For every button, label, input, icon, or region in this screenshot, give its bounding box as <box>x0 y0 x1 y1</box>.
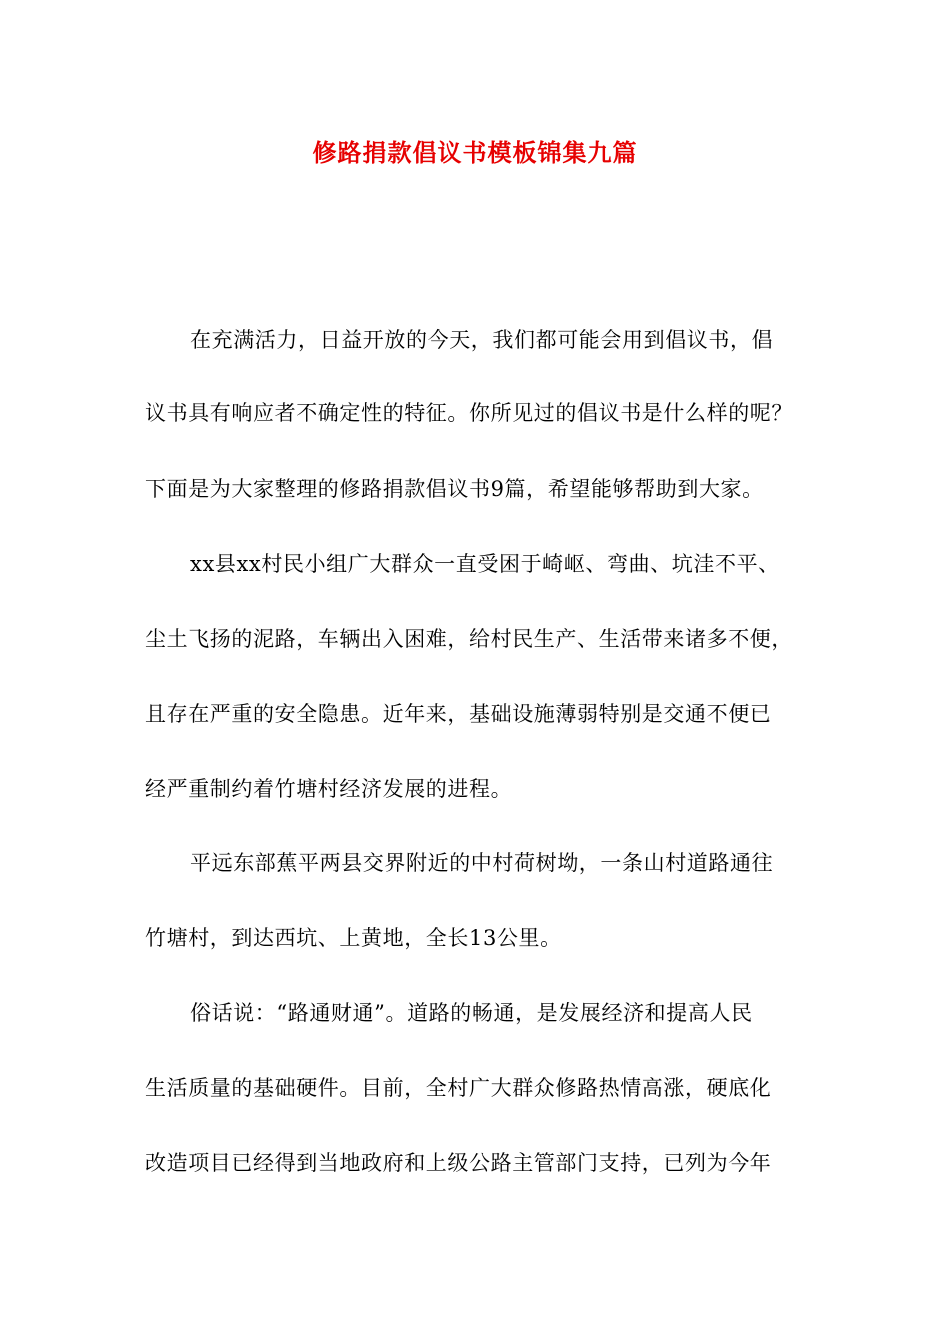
paragraph-line: 尘土飞扬的泥路，车辆出入困难，给村民生产、生活带来诸多不便， <box>145 627 793 651</box>
paragraph-line: 生活质量的基础硬件。目前，全村广大群众修路热情高涨，硬底化 <box>145 1076 772 1100</box>
paragraph-line: xx县xx村民小组广大群众一直受困于崎岖、弯曲、坑洼不平、 <box>190 552 780 576</box>
document-title: 修路捐款倡议书模板锦集九篇 <box>312 139 638 167</box>
paragraph-line: 下面是为大家整理的修路捐款倡议书9篇，希望能够帮助到大家。 <box>145 477 764 501</box>
paragraph-line: 经严重制约着竹塘村经济发展的进程。 <box>145 777 513 801</box>
paragraph-line: 在充满活力，日益开放的今天，我们都可能会用到倡议书，倡 <box>190 328 774 352</box>
paragraph-line: 俗话说：“路通财通”。道路的畅通，是发展经济和提高人民 <box>190 1001 753 1025</box>
paragraph-line: 平远东部蕉平两县交界附近的中村荷树坳，一条山村道路通往 <box>190 851 774 875</box>
paragraph-line: 改造项目已经得到当地政府和上级公路主管部门支持，已列为今年 <box>145 1151 772 1175</box>
paragraph-line: 且存在严重的安全隐患。近年来，基础设施薄弱特别是交通不便已 <box>145 702 772 726</box>
paragraph-line: 议书具有响应者不确定性的特征。你所见过的倡议书是什么样的呢？ <box>145 401 793 425</box>
paragraph-line: 竹塘村，到达西坑、上黄地，全长13公里。 <box>145 926 562 950</box>
